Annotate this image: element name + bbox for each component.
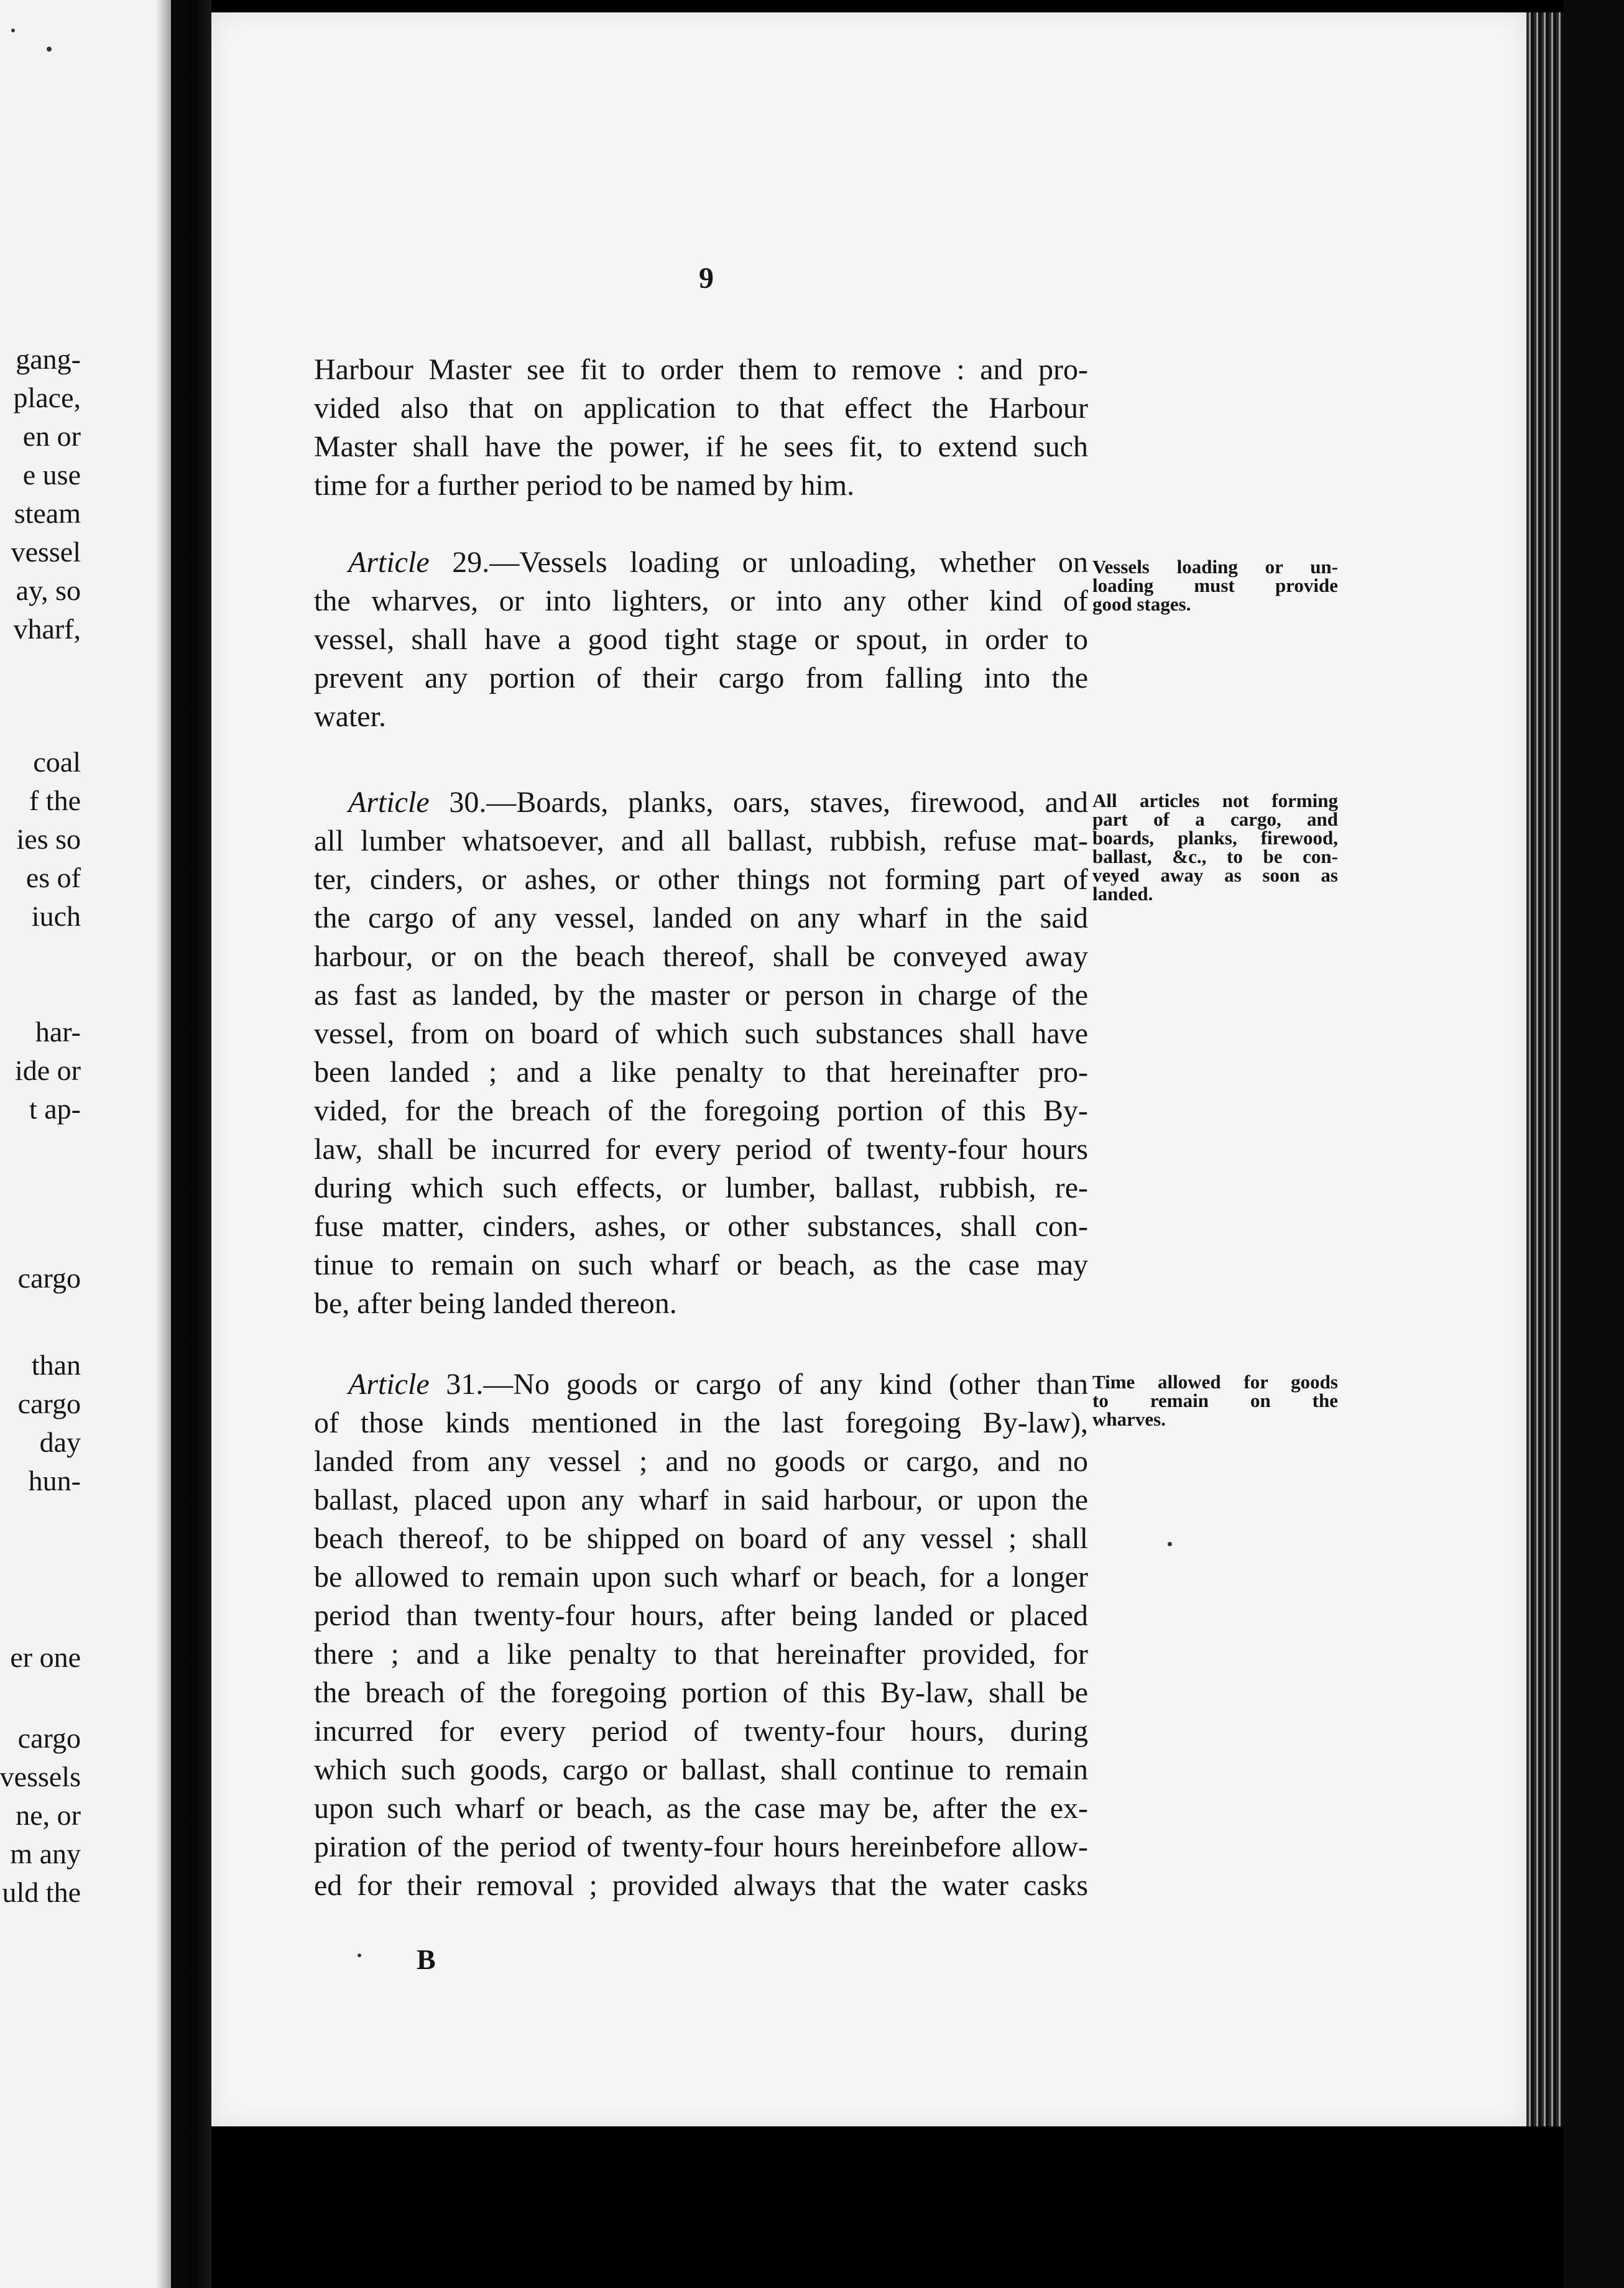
article-label: Article (348, 786, 430, 819)
article-30-margin-note: veyed away as soon as (1092, 864, 1338, 886)
left-page-fragment: uld the (2, 1876, 81, 1908)
left-page-fragment: e use (22, 459, 81, 491)
paper-speck (11, 29, 15, 32)
book-gutter (171, 0, 211, 2288)
body-line: during which such effects, or lumber, ballast, rubbish, re- (314, 1171, 1088, 1204)
left-page-fragment: vessel (11, 536, 81, 568)
left-page-fragment: cargo (17, 1262, 81, 1294)
left-page-fragment: es of (25, 862, 81, 893)
paper-speck (358, 1954, 361, 1957)
left-page-fragment: f the (29, 785, 81, 816)
body-line: prevent any portion of their cargo from falling into the (314, 662, 1088, 694)
left-page-fragment: har- (35, 1016, 81, 1048)
body-line: the wharves, or into lighters, or into any other kind of (314, 584, 1088, 617)
body-line: tinue to remain on such wharf or beach, as the case may (314, 1248, 1088, 1281)
article-30-margin-note: part of a cargo, and (1092, 808, 1338, 830)
body-line: be, after being landed thereon. (314, 1287, 677, 1320)
left-page-fragment: en or (22, 420, 81, 452)
article-30-margin-note: ballast, &c., to be con- (1092, 846, 1338, 867)
article-31-first-line: 31.—No goods or cargo of any kind (other than (429, 1368, 1088, 1401)
body-line: the breach of the foregoing portion of this By-law, shall be (314, 1676, 1088, 1709)
left-page-fragment: coal (33, 746, 81, 778)
body-line: all lumber whatsoever, and all ballast, rubbish, refuse mat- (314, 824, 1088, 857)
body-line: law, shall be incurred for every period of twenty-four hours (314, 1133, 1088, 1166)
body-line: beach thereof, to be shipped on board of any vessel ; shall (314, 1522, 1088, 1555)
left-page-fragment: gang- (16, 343, 81, 375)
left-page-fragment: ies so (16, 823, 81, 855)
previous-page-edge (0, 0, 171, 2288)
article-label: Article (348, 1368, 430, 1401)
body-line: which such goods, cargo or ballast, shall continue to remain (314, 1753, 1088, 1786)
body-line: vided, for the breach of the foregoing portion of this By- (314, 1094, 1088, 1127)
scanner-background (1564, 0, 1624, 2288)
body-line: harbour, or on the beach thereof, shall be conveyed away (314, 940, 1088, 973)
article-30-margin-note: landed. (1092, 883, 1153, 905)
body-line: water. (314, 700, 386, 733)
body-line: ter, cinders, or ashes, or other things not forming part of (314, 863, 1088, 896)
left-page-fragment: ne, or (16, 1799, 81, 1831)
body-line: there ; and a like penalty to that hereinafter provided, for (314, 1638, 1088, 1671)
body-line: Master shall have the power, if he sees fit, to extend such (314, 430, 1088, 463)
body-line: period than twenty-four hours, after being landed or placed (314, 1599, 1088, 1632)
body-line: been landed ; and a like penalty to that hereinafter pro- (314, 1056, 1088, 1089)
page-stack-edges (1526, 12, 1564, 2126)
body-line: be allowed to remain upon such wharf or beach, for a longer (314, 1561, 1088, 1594)
article-31-margin-note: wharves. (1092, 1408, 1166, 1430)
left-page-fragment: steam (14, 497, 81, 529)
article-30-heading-line (348, 783, 1088, 822)
article-29-margin-note: loading must provide (1092, 574, 1338, 596)
body-line: ed for their removal ; provided always that the water casks (314, 1869, 1088, 1902)
left-page-fragment: hun- (28, 1465, 81, 1497)
article-29-first-line: 29.—Vessels loading or unloading, whether on (429, 546, 1088, 579)
body-line: as fast as landed, by the master or person in charge of the (314, 979, 1088, 1012)
article-29-margin-note: Vessels loading or un- (1092, 556, 1338, 578)
article-31-margin-note: Time allowed for goods (1092, 1371, 1338, 1393)
body-line: piration of the period of twenty-four hours hereinbefore allow- (314, 1830, 1088, 1863)
body-line: landed from any vessel ; and no goods or cargo, and no (314, 1445, 1088, 1478)
paper-speck (47, 47, 52, 52)
article-31-heading-line (348, 1365, 1088, 1404)
article-29-margin-note: good stages. (1092, 593, 1191, 615)
left-page-fragment: than (31, 1349, 81, 1381)
left-page-fragment: vessels (0, 1761, 81, 1792)
body-line: Harbour Master see fit to order them to remove : and pro- (314, 353, 1088, 386)
article-30-margin-note: All articles not forming (1092, 790, 1338, 811)
left-page-fragment: cargo (17, 1722, 81, 1754)
page-number: 9 (699, 262, 714, 295)
left-page-fragment: cargo (17, 1388, 81, 1419)
body-line: incurred for every period of twenty-four hours, during (314, 1715, 1088, 1748)
body-line: time for a further period to be named by him. (314, 469, 855, 502)
body-line: vessel, shall have a good tight stage or spout, in order to (314, 623, 1088, 656)
left-page-fragment: t ap- (29, 1093, 81, 1125)
article-31-margin-note: to remain on the (1092, 1390, 1338, 1411)
left-page-fragment: day (39, 1426, 81, 1458)
left-page-fragment: ay, so (16, 574, 81, 606)
body-line: vessel, from on board of which such substances shall have (314, 1017, 1088, 1050)
article-30-first-line: 30.—Boards, planks, oars, staves, firewood, and (429, 786, 1088, 819)
article-label: Article (348, 546, 430, 579)
body-line: the cargo of any vessel, landed on any wharf in the said (314, 902, 1088, 934)
left-page-fragment: m any (10, 1838, 81, 1870)
signature-mark: B (417, 1944, 436, 1975)
body-line: upon such wharf or beach, as the case may be, after the ex- (314, 1792, 1088, 1825)
left-page-fragment: place, (13, 382, 81, 413)
left-page-fragment: iuch (31, 900, 81, 932)
left-page-fragment: er one (10, 1641, 81, 1673)
paper-speck (1168, 1542, 1172, 1546)
article-30-margin-note: boards, planks, firewood, (1092, 827, 1338, 849)
left-page-fragment: ide or (14, 1054, 81, 1086)
body-line: of those kinds mentioned in the last foregoing By-law), (314, 1406, 1088, 1439)
body-line: ballast, placed upon any wharf in said harbour, or upon the (314, 1483, 1088, 1516)
body-line: fuse matter, cinders, ashes, or other substances, shall con- (314, 1210, 1088, 1243)
article-29-heading-line (348, 543, 1088, 582)
body-line: vided also that on application to that effect the Harbour (314, 392, 1088, 425)
left-page-fragment: vharf, (13, 613, 81, 645)
